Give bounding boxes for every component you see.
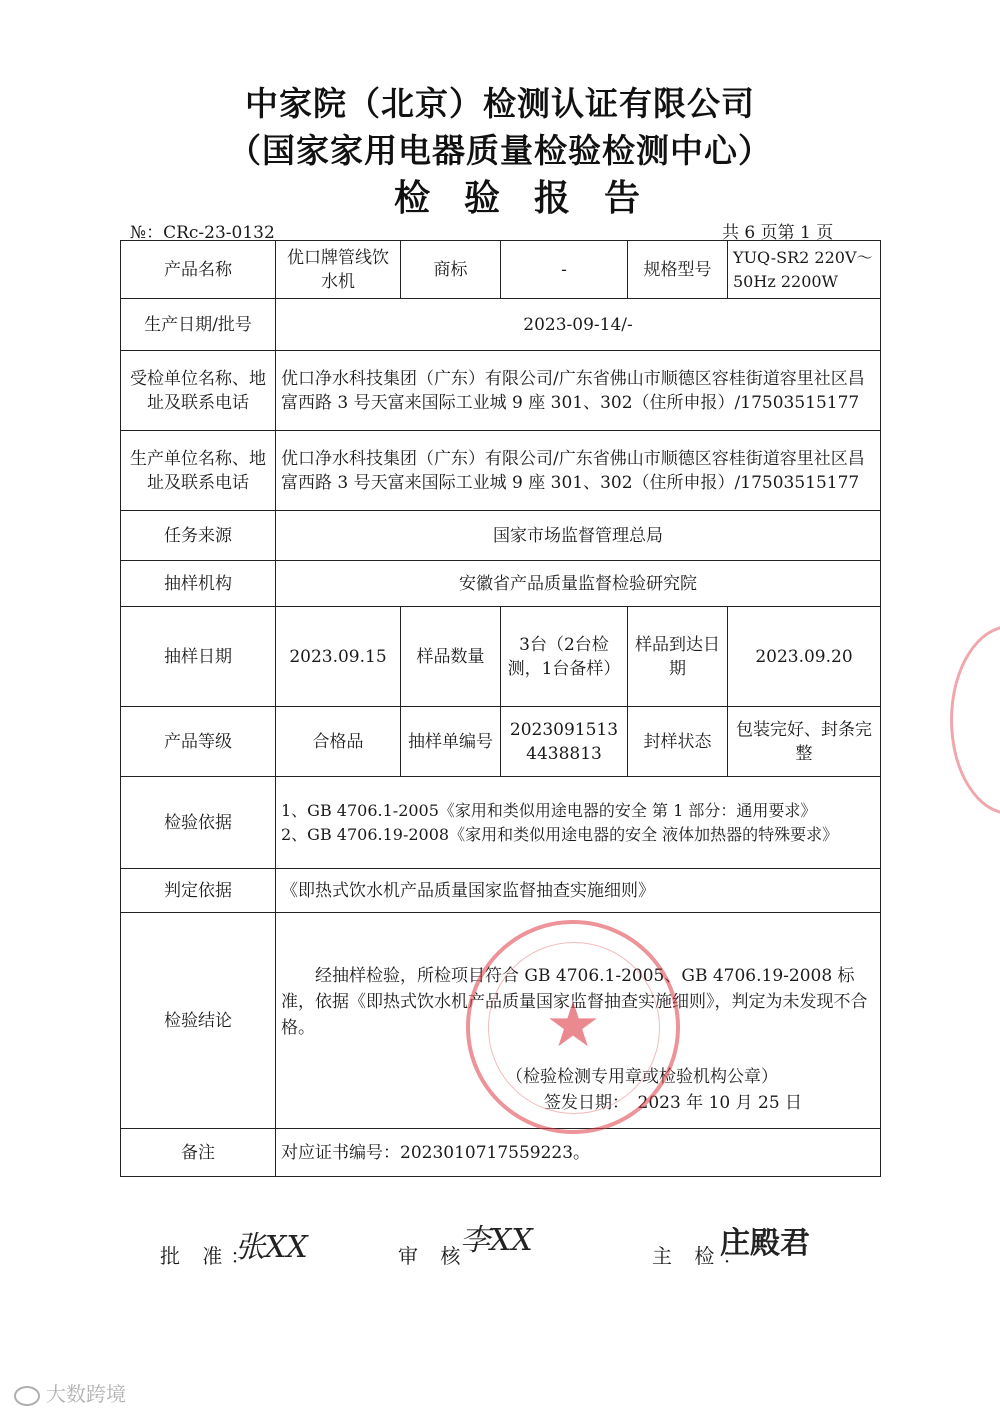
center-name: （国家家用电器质量检验检测中心） bbox=[228, 131, 772, 170]
producer-value: 优口净水科技集团（广东）有限公司/广东省佛山市顺德区容桂街道容里社区昌富西路 3 号天富来国际工业城 9 座 301、302（住所申报）/17503515177 bbox=[276, 431, 881, 511]
trademark-label: 商标 bbox=[401, 241, 501, 299]
chief-label: 主 检： bbox=[652, 1244, 751, 1268]
basis-item: 1、GB 4706.1-2005《家用和类似用途电器的安全 第 1 部分：通用要求》 bbox=[281, 800, 817, 820]
table-row bbox=[121, 511, 881, 561]
basis-item: 2、GB 4706.19-2008《家用和类似用途电器的安全 液体加热器的特殊要求》 bbox=[281, 824, 839, 844]
edge-seal bbox=[950, 625, 1000, 815]
review-label: 审 核 bbox=[398, 1244, 469, 1268]
seal-status-value: 包装完好、封条完整 bbox=[728, 707, 881, 777]
judgment-value: 《即热式饮水机产品质量国家监督抽查实施细则》 bbox=[276, 869, 881, 913]
prod-date-value: 2023-09-14/- bbox=[276, 299, 881, 351]
org-name: 中家院（北京）检测认证有限公司 bbox=[245, 84, 755, 123]
inspected-unit-label: 受检单位名称、地址及联系电话 bbox=[121, 351, 276, 431]
official-seal bbox=[466, 920, 680, 1134]
table-row bbox=[121, 1129, 881, 1177]
table-row bbox=[121, 431, 881, 511]
table-row bbox=[121, 607, 881, 707]
task-source-value: 国家市场监督管理总局 bbox=[276, 511, 881, 561]
sample-no-label: 抽样单编号 bbox=[401, 707, 501, 777]
seal-star-icon: ★ bbox=[545, 988, 601, 1061]
grade-value: 合格品 bbox=[276, 707, 401, 777]
grade-label: 产品等级 bbox=[121, 707, 276, 777]
seal-status-label: 封样状态 bbox=[628, 707, 728, 777]
product-name-label: 产品名称 bbox=[121, 241, 276, 299]
approve-signature: 张XX bbox=[235, 1230, 308, 1265]
table-row bbox=[121, 561, 881, 607]
chat-bubble-icon bbox=[14, 1386, 40, 1406]
remark-value: 对应证书编号：2023010717559223。 bbox=[276, 1129, 881, 1177]
arrival-date-label: 样品到达日期 bbox=[628, 607, 728, 707]
seal-note: （检验检测专用章或检验机构公章） bbox=[506, 1067, 778, 1087]
table-row bbox=[121, 777, 881, 869]
producer-label: 生产单位名称、地址及联系电话 bbox=[121, 431, 276, 511]
conclusion-text: 经抽样检验，所检项目符合 GB 4706.1-2005、GB 4706.19-2008 标准，依据《即热式饮水机产品质量国家监督抽查实施细则》，判定为未发现不合格。 bbox=[281, 966, 868, 1038]
basis-label: 检验依据 bbox=[121, 777, 276, 869]
page-info: 共 6 页第 1 页 bbox=[722, 223, 834, 243]
watermark-text: 大数跨境 bbox=[46, 1382, 126, 1406]
model-value: YUQ-SR2 220V～50Hz 2200W bbox=[728, 241, 881, 299]
model-label: 规格型号 bbox=[628, 241, 728, 299]
arrival-date-value: 2023.09.20 bbox=[728, 607, 881, 707]
inspected-unit-value: 优口净水科技集团（广东）有限公司/广东省佛山市顺德区容桂街道容里社区昌富西路 3 号天富来国际工业城 9 座 301、302（住所申报）/17503515177 bbox=[276, 351, 881, 431]
review-signature: 李XX bbox=[460, 1223, 533, 1258]
remark-label: 备注 bbox=[121, 1129, 276, 1177]
report-number: №：CRc-23-0132 bbox=[130, 223, 275, 243]
task-source-label: 任务来源 bbox=[121, 511, 276, 561]
issue-date: 签发日期： 2023 年 10 月 25 日 bbox=[544, 1093, 803, 1113]
sampling-org-label: 抽样机构 bbox=[121, 561, 276, 607]
judgment-label: 判定依据 bbox=[121, 869, 276, 913]
sampling-org-value: 安徽省产品质量监督检验研究院 bbox=[276, 561, 881, 607]
sampling-date-label: 抽样日期 bbox=[121, 607, 276, 707]
basis-value bbox=[276, 777, 881, 869]
table-row bbox=[121, 869, 881, 913]
table-row bbox=[121, 299, 881, 351]
product-name-value: 优口牌管线饮水机 bbox=[276, 241, 401, 299]
approve-label: 批 准： bbox=[160, 1244, 259, 1268]
sample-qty-label: 样品数量 bbox=[401, 607, 501, 707]
sample-no-value: 20230915134438813 bbox=[501, 707, 628, 777]
table-row bbox=[121, 707, 881, 777]
trademark-value: - bbox=[501, 241, 628, 299]
table-row bbox=[121, 241, 881, 299]
watermark bbox=[14, 1378, 126, 1407]
conclusion-label: 检验结论 bbox=[121, 913, 276, 1129]
table-row bbox=[121, 351, 881, 431]
chief-signature: 庄殿君 bbox=[720, 1226, 810, 1261]
prod-date-label: 生产日期/批号 bbox=[121, 299, 276, 351]
sampling-date-value: 2023.09.15 bbox=[276, 607, 401, 707]
sample-qty-value: 3台（2台检测，1台备样） bbox=[501, 607, 628, 707]
doc-title: 检验报告 bbox=[393, 178, 674, 219]
